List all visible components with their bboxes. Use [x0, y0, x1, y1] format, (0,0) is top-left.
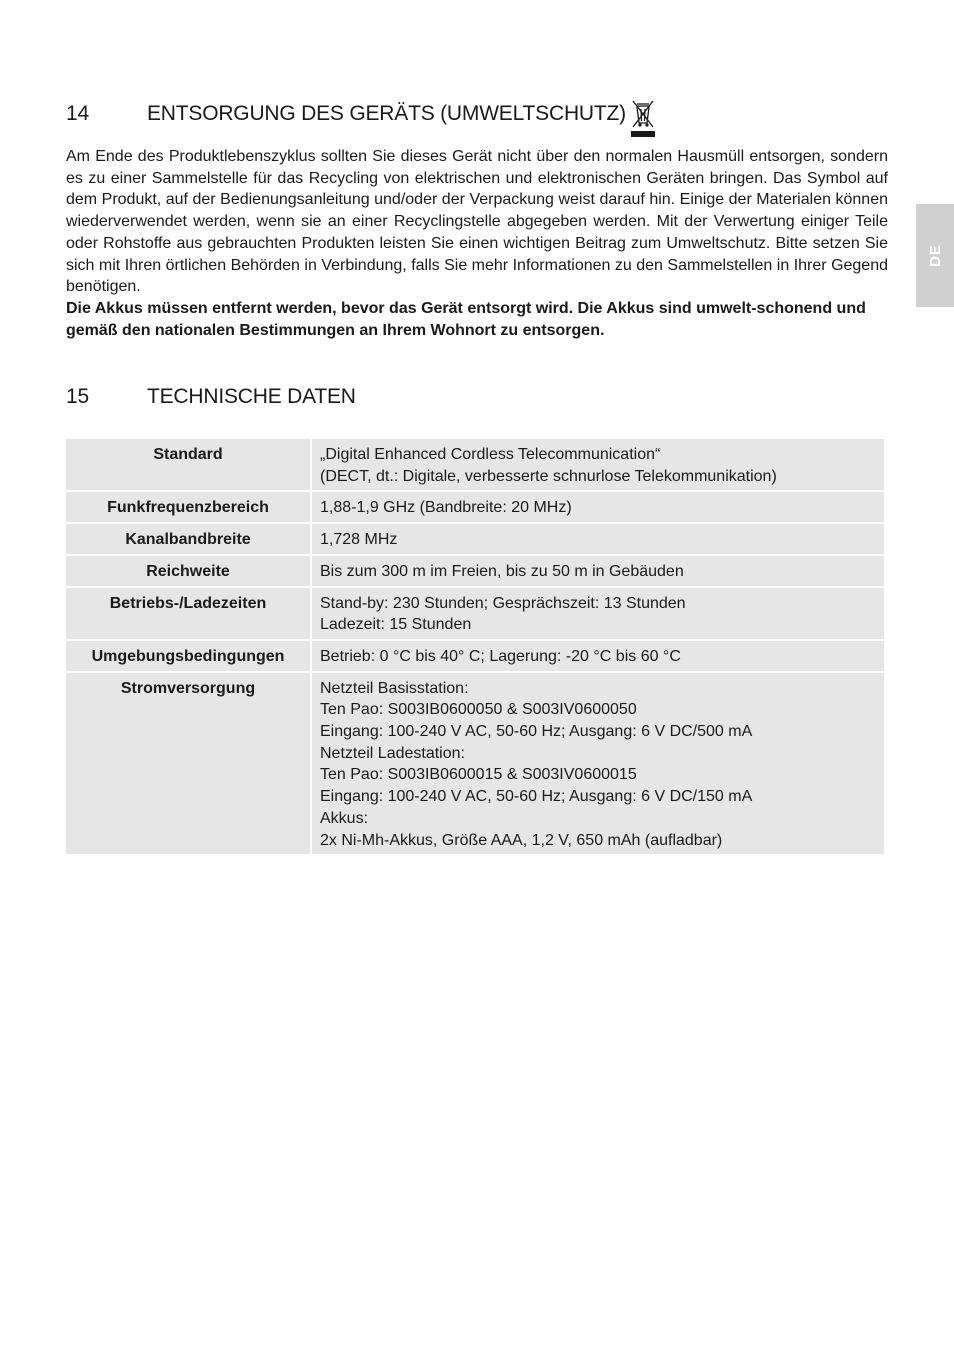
table-row: [66, 641, 884, 671]
spec-label: Reichweite: [66, 556, 310, 586]
section-14-heading: [66, 98, 656, 126]
crossed-out-wheelie-bin-icon: [630, 98, 656, 138]
language-tab: [916, 204, 954, 307]
spec-value: Betrieb: 0 °C bis 40° C; Lagerung: -20 °C bis 60 °C: [312, 641, 884, 671]
spec-value: Netzteil Basisstation: Ten Pao: S003IB0600050 & S003IV0600050 Eingang: 100-240 V AC, 50-60 Hz; Ausgang: 6 V DC/500 mA Netzteil Ladestation: Ten Pao: S003IB0600015 & S003IV0600015 Eingang: 100-240 V AC, 50-60 Hz; Ausgang: 6 V DC/150 mA Akkus: 2x Ni-Mh-Akkus, Größe AAA, 1,2 V, 650 mAh (aufladbar): [312, 673, 884, 855]
spec-label: Betriebs-/Ladezeiten: [66, 588, 310, 639]
spec-label: Umgebungsbedingungen: [66, 641, 310, 671]
battery-notice: Die Akkus müssen entfernt werden, bevor das Gerät entsorgt wird. Die Akkus sind umwelt-schonend und gemäß den nationalen Bestimmungen an Ihrem Wohnort zu entsorgen.: [66, 299, 866, 339]
spec-label: Stromversorgung: [66, 673, 310, 855]
table-row: [66, 492, 884, 522]
spec-value: 1,728 MHz: [312, 524, 884, 554]
spec-value: „Digital Enhanced Cordless Telecommunication“ (DECT, dt.: Digitale, verbesserte schnurlose Telekommunikation): [312, 439, 884, 490]
spec-value: 1,88-1,9 GHz (Bandbreite: 20 MHz): [312, 492, 884, 522]
table-row: [66, 588, 884, 639]
spec-label: Kanalbandbreite: [66, 524, 310, 554]
table-row: [66, 524, 884, 554]
table-row: [66, 439, 884, 490]
technical-data-table: [64, 437, 886, 856]
spec-label: Standard: [66, 439, 310, 490]
table-row: [66, 673, 884, 855]
section-number: 14: [66, 102, 89, 125]
disposal-text: [66, 146, 888, 341]
language-tab-label: DE: [926, 244, 944, 267]
spec-value: Bis zum 300 m im Freien, bis zu 50 m in Gebäuden: [312, 556, 884, 586]
section-title: TECHNISCHE DATEN: [147, 385, 356, 408]
section-number: 15: [66, 385, 89, 408]
spec-value: Stand-by: 230 Stunden; Gesprächszeit: 13 Stunden Ladezeit: 15 Stunden: [312, 588, 884, 639]
section-title: ENTSORGUNG DES GERÄTS (UMWELTSCHUTZ): [147, 102, 626, 125]
spec-label: Funkfrequenzbereich: [66, 492, 310, 522]
table-row: [66, 556, 884, 586]
disposal-paragraph: Am Ende des Produktlebenszyklus sollten Sie dieses Gerät nicht über den normalen Hausmüll entsorgen, sondern es zu einer Sammelstelle für das Recycling von elektrischen und elektronischen Geräten bringen. Das Symbol auf dem Produkt, auf der Bedienungsanleitung und/oder der Verpackung weist darauf hin. Einige der Materialen können wiederverwendet werden, wenn sie an einer Recyclingstelle abgegeben werden. Mit der Verwertung einiger Teile oder Rohstoffe aus gebrauchten Produkten leisten Sie einen wichtigen Beitrag zum Umweltschutz. Bitte setzen Sie sich mit Ihren örtlichen Behörden in Verbindung, falls Sie mehr Informationen zu den Sammelstellen in Ihrer Gegend benötigen.: [66, 148, 888, 296]
section-15-heading: [66, 385, 356, 409]
